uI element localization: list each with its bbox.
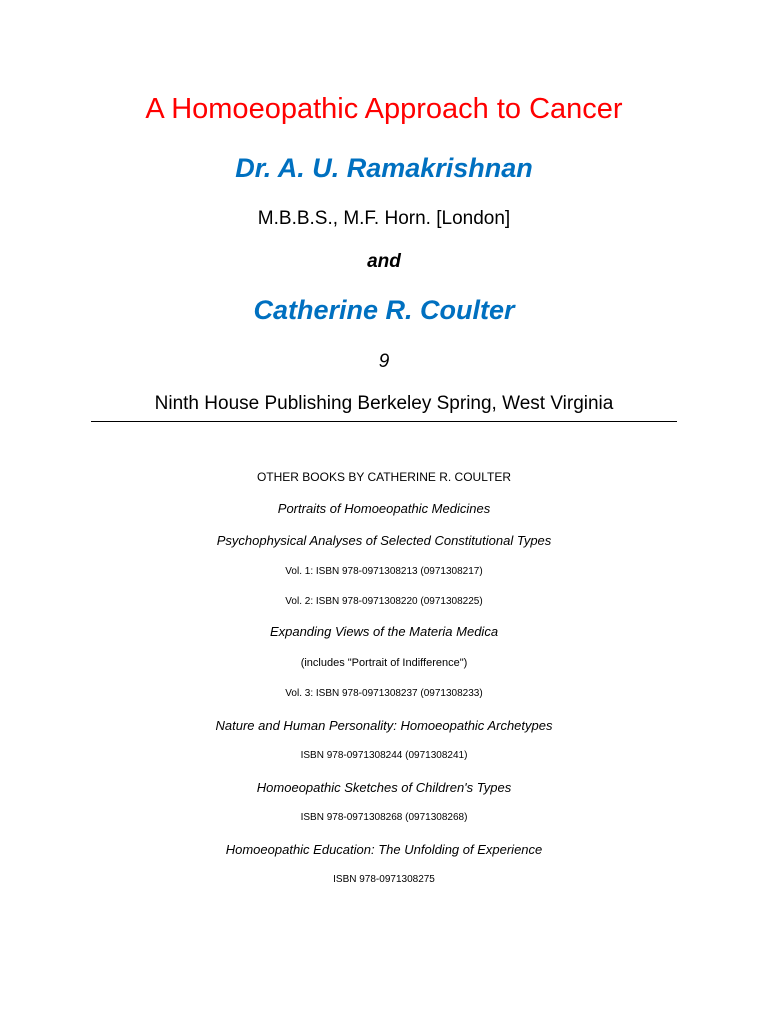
author-conjunction: and: [367, 251, 401, 272]
isbn-entry: ISBN 978-0971308244 (0971308241): [300, 750, 468, 761]
book-title-entry: Nature and Human Personality: Homoeopathic Archetypes: [215, 718, 553, 733]
secondary-author-name: Catherine R. Coulter: [253, 295, 515, 325]
book-title-entry: Homoeopathic Education: The Unfolding of Experience: [225, 842, 543, 857]
book-title: A Homoeopathic Approach to Cancer: [145, 93, 623, 125]
book-title-entry: Homoeopathic Sketches of Children's Types: [256, 780, 512, 795]
isbn-entry: Vol. 2: ISBN 978-0971308220 (0971308225): [285, 596, 483, 607]
isbn-entry: ISBN 978-0971308268 (0971308268): [300, 812, 468, 823]
book-title-entry: Psychophysical Analyses of Selected Constitutional Types: [216, 533, 552, 548]
isbn-entry: Vol. 1: ISBN 978-0971308213 (0971308217): [285, 566, 483, 577]
book-title-entry: Expanding Views of the Materia Medica: [269, 624, 499, 639]
horizontal-divider: [91, 421, 677, 422]
publisher-line: Ninth House Publishing Berkeley Spring, West Virginia: [154, 393, 614, 414]
primary-author-name: Dr. A. U. Ramakrishnan: [235, 153, 533, 183]
isbn-entry: ISBN 978-0971308275: [333, 874, 435, 885]
other-books-heading: OTHER BOOKS BY CATHERINE R. COULTER: [256, 470, 512, 484]
book-note: (includes "Portrait of Indifference"): [300, 657, 468, 669]
book-title-entry: Portraits of Homoeopathic Medicines: [277, 501, 491, 516]
isbn-entry: Vol. 3: ISBN 978-0971308237 (0971308233): [285, 688, 483, 699]
primary-author-credentials: M.B.B.S., M.F. Horn. [London]: [257, 208, 511, 229]
publisher-mark: 9: [378, 351, 390, 372]
